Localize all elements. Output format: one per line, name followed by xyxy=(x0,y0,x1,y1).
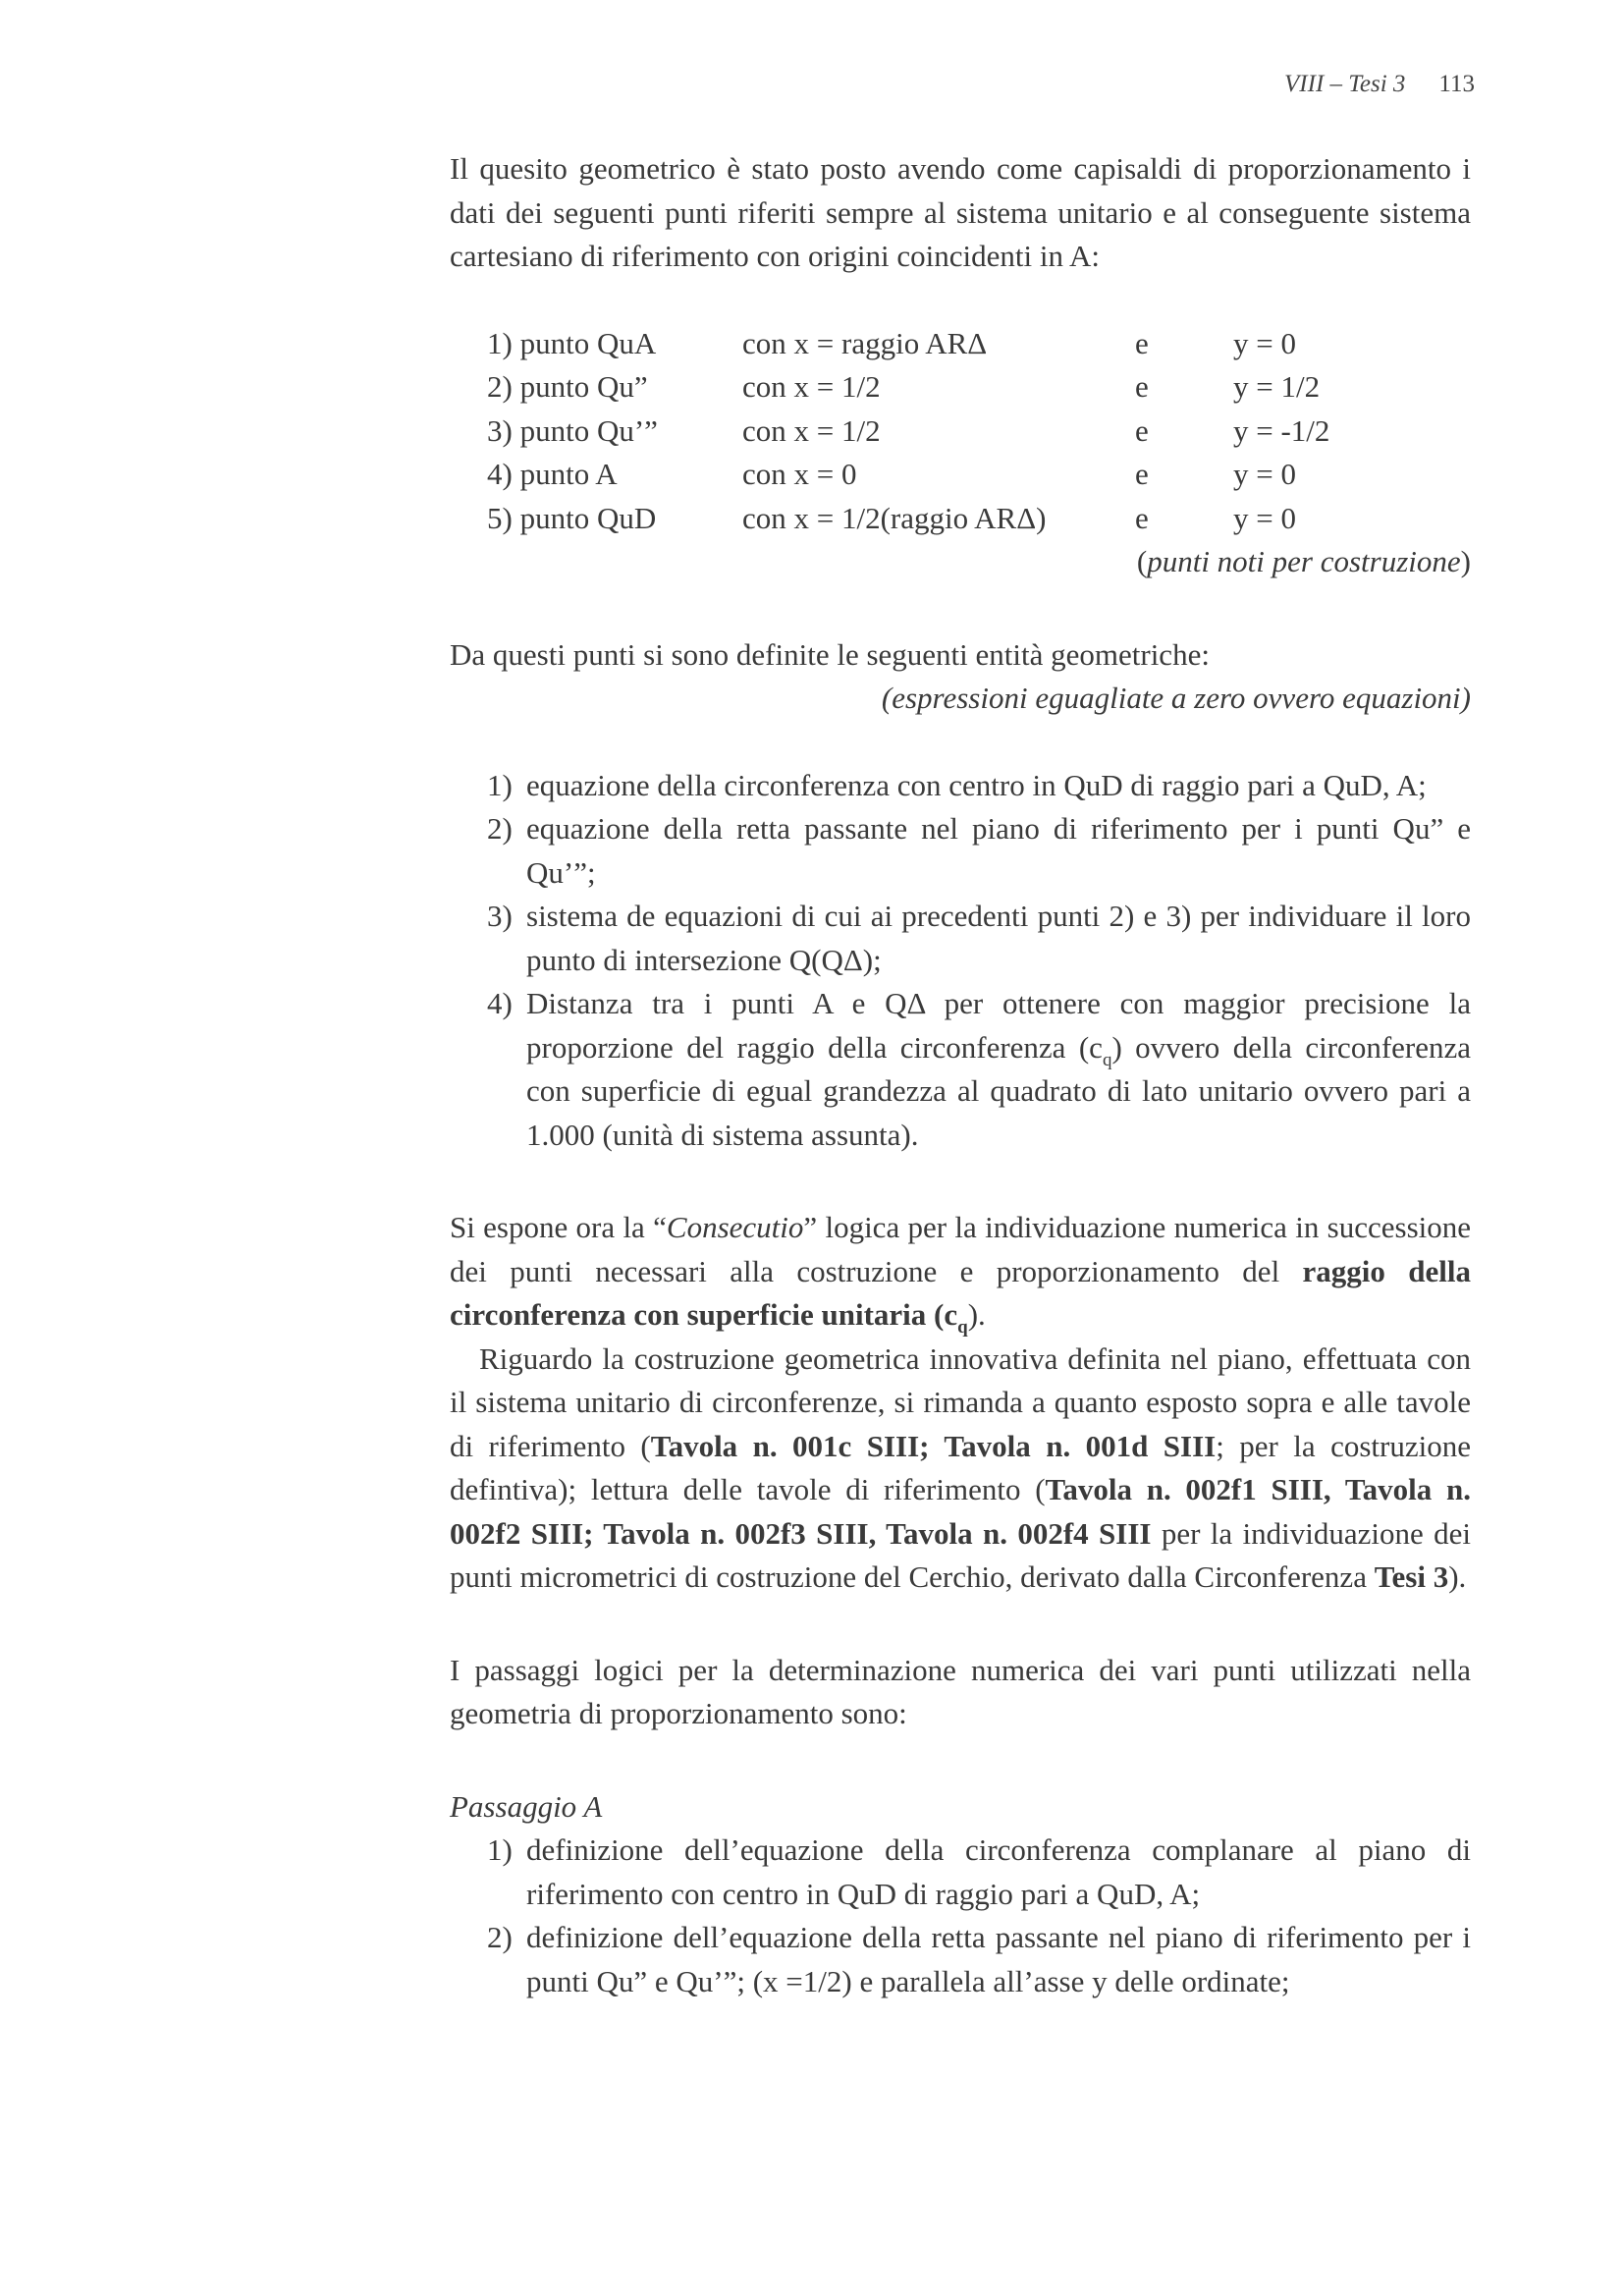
point-row xyxy=(487,365,1471,410)
item-text: equazione della retta passante nel piano di riferimento per i punti Qu” e Qu’”; xyxy=(526,811,1471,890)
point-x: con x = 1/2 xyxy=(742,412,881,448)
bold-text: raggio della circonferenza con superficie unitaria (c xyxy=(450,1253,1471,1332)
point-y: y = 1/2 xyxy=(1233,369,1321,404)
point-row xyxy=(487,453,1471,497)
point-y: y = -1/2 xyxy=(1233,412,1330,448)
page-header xyxy=(1284,71,1475,98)
running-title: VIII – Tesi 3 xyxy=(1284,71,1406,97)
item-text: sistema de equazioni di cui ai precedenti punti 2) e 3) per individuare il loro punto di intersezione Q(QΔ); xyxy=(526,899,1471,977)
point-x: con x = 0 xyxy=(742,457,857,491)
consecutio-paragraph xyxy=(450,1206,1471,1338)
list-item xyxy=(487,895,1471,982)
subscript-q: q xyxy=(957,1317,968,1338)
page-body xyxy=(450,147,1471,2003)
passaggi-intro: I passaggi logici per la determinazione numerica dei vari punti utilizzati nella geometria di proporzionamento sono: xyxy=(450,1652,1471,1730)
note-paren-open: ( xyxy=(1136,544,1148,578)
point-x: con x = 1/2 xyxy=(742,369,881,404)
point-row xyxy=(487,322,1471,366)
riguardo-paragraph xyxy=(450,1338,1471,1600)
item-number: 2) xyxy=(487,1920,513,1954)
passaggio-a-title: Passaggio A xyxy=(450,1788,603,1824)
point-number: 3) xyxy=(487,412,513,448)
note-text: punti noti per costruzione xyxy=(1147,544,1461,578)
entities-intro: Da questi punti si sono definite le seguenti entità geometriche: xyxy=(450,636,1210,672)
item-number: 1) xyxy=(487,1832,513,1867)
points-note xyxy=(450,540,1471,584)
subscript-q: q xyxy=(1102,1049,1112,1070)
list-item xyxy=(487,807,1471,895)
points-list xyxy=(487,322,1471,541)
item-text-cont: ) ovvero della circonferenza con superficie di egual grandezza al quadrato di lato unitario ovvero pari a 1.000 (unità di sistema assunta). xyxy=(526,1029,1471,1152)
text-run: ” logica per la individuazione numerica in successione dei punti necessari alla costruzione e proporzionamento del xyxy=(450,1210,1472,1288)
point-number: 4) xyxy=(487,457,513,491)
point-row xyxy=(487,497,1471,541)
point-y: y = 0 xyxy=(1233,457,1296,491)
point-x: con x = raggio ARΔ xyxy=(742,325,988,360)
text-run: ). xyxy=(1448,1559,1467,1594)
text-run: Riguardo la costruzione geometrica innovativa definita nel piano, effettuata con il sistema unitario di circonferenze, si rimanda a quanto esposto sopra e alle tavole di riferimento ( xyxy=(450,1340,1471,1463)
list-item xyxy=(487,764,1471,808)
point-number: 1) xyxy=(487,325,513,360)
italic-term: Consecutio xyxy=(666,1210,804,1244)
point-number: 2) xyxy=(487,369,513,404)
text-run: ). xyxy=(967,1297,986,1332)
intro-paragraph: Il quesito geometrico è stato posto avendo come capisaldi di proporzionamento i dati dei seguenti punti riferiti sempre al sistema unitario e al conseguente sistema cartesiano di riferimento con origini coincidenti in A: xyxy=(450,151,1471,273)
point-number: 5) xyxy=(487,500,513,535)
list-item xyxy=(487,1916,1471,2003)
item-text: equazione della circonferenza con centro in QuD di raggio pari a QuD, A; xyxy=(526,767,1427,802)
bold-reference: Tavola n. 001c SIII; Tavola n. 001d SIII xyxy=(650,1428,1217,1463)
point-row xyxy=(487,410,1471,454)
point-and: e xyxy=(1135,325,1149,360)
list-item xyxy=(487,982,1471,1157)
point-name: punto QuA xyxy=(519,325,657,360)
item-number: 4) xyxy=(487,986,513,1020)
passaggio-a-list xyxy=(450,1829,1471,2003)
page-number: 113 xyxy=(1438,71,1475,97)
point-x: con x = 1/2(raggio ARΔ) xyxy=(742,500,1047,535)
point-y: y = 0 xyxy=(1233,325,1296,360)
bold-reference: Tavola n. 002f1 SIII, Tavola n. 002f2 SIII; Tavola n. 002f3 SIII, Tavola n. 002f4 SIII xyxy=(450,1472,1471,1551)
text-run: per la individuazione dei punti micrometrici di costruzione del Cerchio, derivato dalla Circonferenza xyxy=(450,1515,1471,1594)
list-item xyxy=(487,1829,1471,1916)
item-text: definizione dell’equazione della retta passante nel piano di riferimento per i punti Qu” e Qu’”; (x =1/2) e parallela all’asse y delle ordinate; xyxy=(526,1920,1471,1998)
text-run: Si espone ora la “ xyxy=(450,1210,667,1244)
item-text: Distanza tra i punti A e QΔ per ottenere con maggior precisione la proporzione del raggio della circonferenza (c xyxy=(526,986,1471,1065)
bold-reference: Tesi 3 xyxy=(1374,1559,1449,1594)
text-run: ; per la costruzione defintiva); lettura delle tavole di riferimento ( xyxy=(450,1428,1471,1506)
point-name: punto Qu’” xyxy=(519,412,658,448)
entities-list xyxy=(450,764,1471,1158)
point-name: punto Qu” xyxy=(519,369,648,404)
point-and: e xyxy=(1135,457,1149,491)
item-number: 3) xyxy=(487,899,513,933)
point-name: punto A xyxy=(519,457,618,491)
entities-note: (espressioni eguagliate a zero ovvero equazioni) xyxy=(881,681,1471,715)
point-and: e xyxy=(1135,500,1149,535)
point-y: y = 0 xyxy=(1233,500,1296,535)
note-paren-close: ) xyxy=(1460,544,1471,578)
point-name: punto QuD xyxy=(519,500,657,535)
point-and: e xyxy=(1135,412,1149,448)
item-number: 1) xyxy=(487,767,513,802)
item-number: 2) xyxy=(487,811,513,846)
point-and: e xyxy=(1135,369,1149,404)
item-text: definizione dell’equazione della circonferenza complanare al piano di riferimento con centro in QuD di raggio pari a QuD, A; xyxy=(526,1832,1471,1911)
